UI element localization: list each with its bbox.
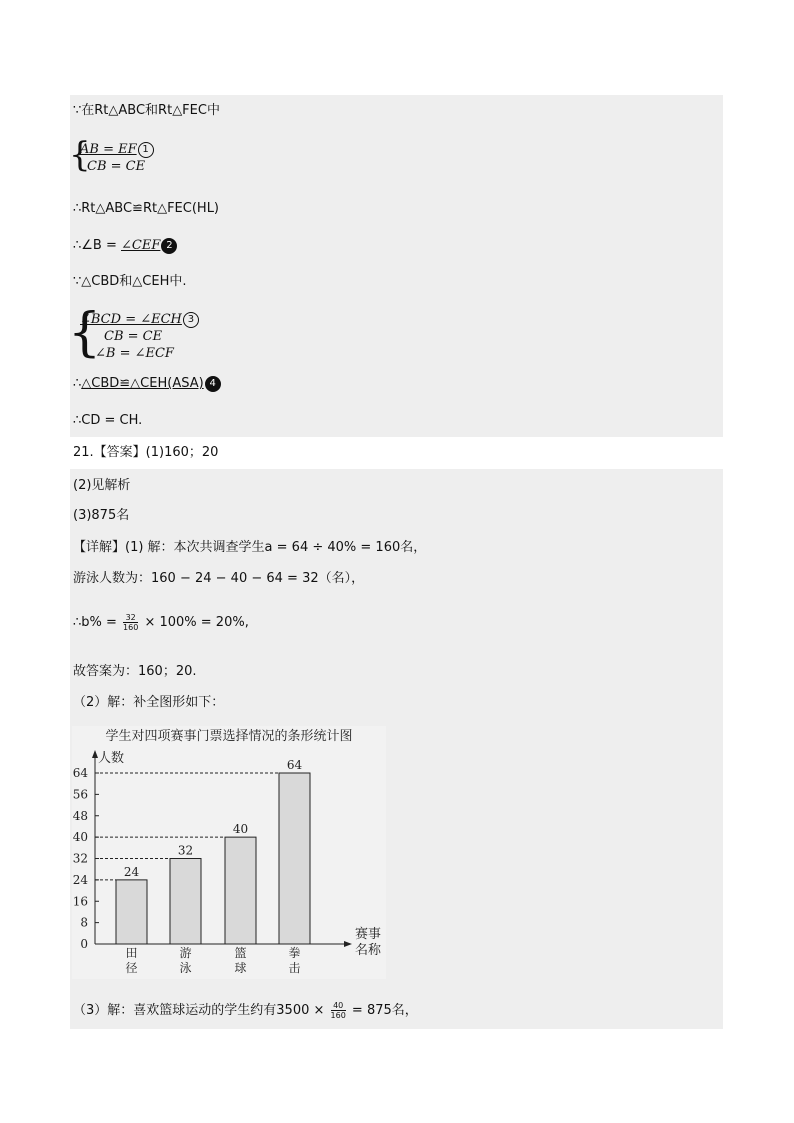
detail-line-2: 游泳人数为：160 − 24 − 40 − 64 = 32（名）， bbox=[73, 571, 365, 586]
system-2-eq-c: ∠B = ∠ECF bbox=[95, 346, 174, 361]
proof-line-7: ∴△CBD≌△CEH(ASA) 4 bbox=[73, 375, 221, 393]
x-tick-label: 球 bbox=[234, 961, 247, 975]
system-1-eq-b: CB = CE bbox=[87, 159, 146, 174]
y-tick-label: 32 bbox=[72, 851, 88, 866]
system-1-eq-a: AB = EF 1 bbox=[80, 141, 154, 158]
bar-chart bbox=[72, 726, 386, 979]
x-axis-label: 赛事 bbox=[355, 927, 382, 942]
detail-line-3: ∴b% = $\frac{32}{160}$ × 100% = 20%, bbox=[73, 613, 249, 632]
answer-heading: 21.【答案】(1)160；20 bbox=[73, 445, 219, 460]
y-tick-label: 48 bbox=[72, 808, 88, 823]
bar-3 bbox=[279, 773, 310, 944]
bar-0 bbox=[116, 880, 147, 944]
y-tick-label: 64 bbox=[72, 766, 88, 780]
brace-2: { bbox=[68, 303, 102, 363]
bar-1 bbox=[170, 859, 201, 945]
proof-line-8: ∴CD = CH. bbox=[73, 413, 143, 428]
y-tick-label: 8 bbox=[80, 915, 88, 930]
bar-value-label: 40 bbox=[232, 822, 249, 837]
x-tick-label: 田 bbox=[125, 946, 138, 960]
answer-line-band bbox=[70, 469, 723, 531]
x-axis-label: 名称 bbox=[355, 943, 382, 958]
x-tick-label: 游 bbox=[179, 946, 192, 960]
proof-line-1: ∵在Rt△ABC和Rt△FEC中 bbox=[73, 103, 220, 118]
detail-line-4: 故答案为：160；20. bbox=[73, 664, 197, 679]
bar-value-label: 24 bbox=[123, 864, 140, 879]
bar-chart-svg bbox=[72, 726, 386, 979]
x-tick-label: 击 bbox=[288, 961, 301, 975]
y-tick-label: 40 bbox=[72, 830, 88, 845]
y-tick-label: 16 bbox=[72, 894, 88, 909]
fraction-basketball: $\frac{40}{160}$ bbox=[330, 1001, 346, 1020]
answer-part-3: (3)875名 bbox=[73, 508, 130, 523]
x-tick-label: 泳 bbox=[179, 961, 192, 975]
y-axis-label: 人数 bbox=[98, 751, 125, 766]
proof-line-5: ∵△CBD和△CEH中. bbox=[73, 274, 187, 289]
bar-2 bbox=[225, 837, 256, 944]
fraction-b: $\frac{32}{160}$ bbox=[123, 613, 139, 632]
answer-part-2: (2)见解析 bbox=[73, 478, 131, 493]
x-axis-arrow bbox=[344, 941, 352, 947]
x-tick-label: 径 bbox=[125, 961, 138, 975]
system-2-eq-b: CB = CE bbox=[104, 329, 163, 344]
proof-line-3: ∴Rt△ABC≌Rt△FEC(HL) bbox=[73, 201, 220, 216]
chart-title: 学生对四项赛事门票选择情况的条形统计图 bbox=[105, 729, 353, 744]
detail-line-5: （2）解：补全图形如下： bbox=[73, 695, 225, 710]
system-2-eq-a: ∠BCD = ∠ECH 3 bbox=[80, 311, 199, 328]
brace-1: { bbox=[69, 135, 91, 175]
bar-value-label: 32 bbox=[177, 843, 194, 858]
x-tick-label: 拳 bbox=[288, 946, 301, 960]
detail-line-6: （3）解：喜欢篮球运动的学生约有3500 × $\frac{40}{160}$ = 875名， bbox=[73, 1001, 418, 1020]
detail-line-1: 【详解】(1) 解：本次共调查学生a = 64 ÷ 40% = 160名， bbox=[73, 540, 427, 555]
bar-value-label: 64 bbox=[286, 758, 303, 772]
y-tick-label: 0 bbox=[80, 937, 88, 951]
proof-line-4: ∴∠B = ∠CEF 2 bbox=[73, 237, 177, 255]
y-tick-label: 56 bbox=[72, 787, 88, 802]
y-tick-label: 24 bbox=[72, 872, 88, 887]
x-tick-label: 篮 bbox=[234, 946, 247, 960]
